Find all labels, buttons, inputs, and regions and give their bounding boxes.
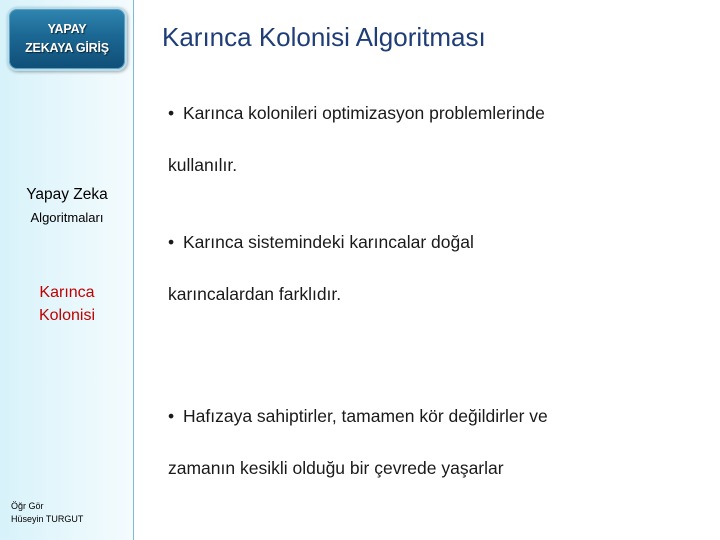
bullet-text: Karınca sistemindeki karıncalar doğal (183, 232, 474, 252)
author-name: Hüseyin TURGUT (11, 514, 84, 524)
bullet-marker: • (168, 103, 175, 123)
bullet-continuation: zamanın kesikli olduğu bir çevrede yaşarlar (168, 458, 504, 478)
slide-title: Karınca Kolonisi Algoritması (162, 22, 486, 52)
bullet-line (168, 87, 708, 139)
bullet-item (168, 87, 708, 191)
bullet-text: Hafızaya sahiptirler, tamamen kör değildirler ve (183, 406, 548, 426)
sidebar-section-subtitle: Algoritmaları (30, 210, 104, 225)
logo-line-2: ZEKAYA GİRİŞ (25, 41, 109, 55)
sidebar-section-title: Yapay Zeka (26, 186, 108, 203)
sidebar (0, 0, 134, 540)
bullet-continuation: karıncalardan farklıdır. (168, 284, 342, 304)
sidebar-active-item-line-1: Karınca (39, 284, 95, 301)
bullet-item (168, 216, 708, 320)
sidebar-active-item-line-2: Kolonisi (38, 307, 96, 324)
bullet-line (168, 390, 708, 442)
course-logo-badge (7, 7, 127, 71)
bullet-marker: • (168, 406, 175, 426)
bullet-text: Karınca kolonileri optimizasyon problemlerinde (183, 103, 545, 123)
logo-line-1: YAPAY (47, 22, 87, 36)
bullet-marker: • (168, 232, 175, 252)
author-title: Öğr Gör (11, 501, 44, 511)
bullet-line (168, 216, 708, 268)
bullet-continuation: kullanılır. (168, 155, 238, 175)
bullet-item (168, 390, 708, 494)
